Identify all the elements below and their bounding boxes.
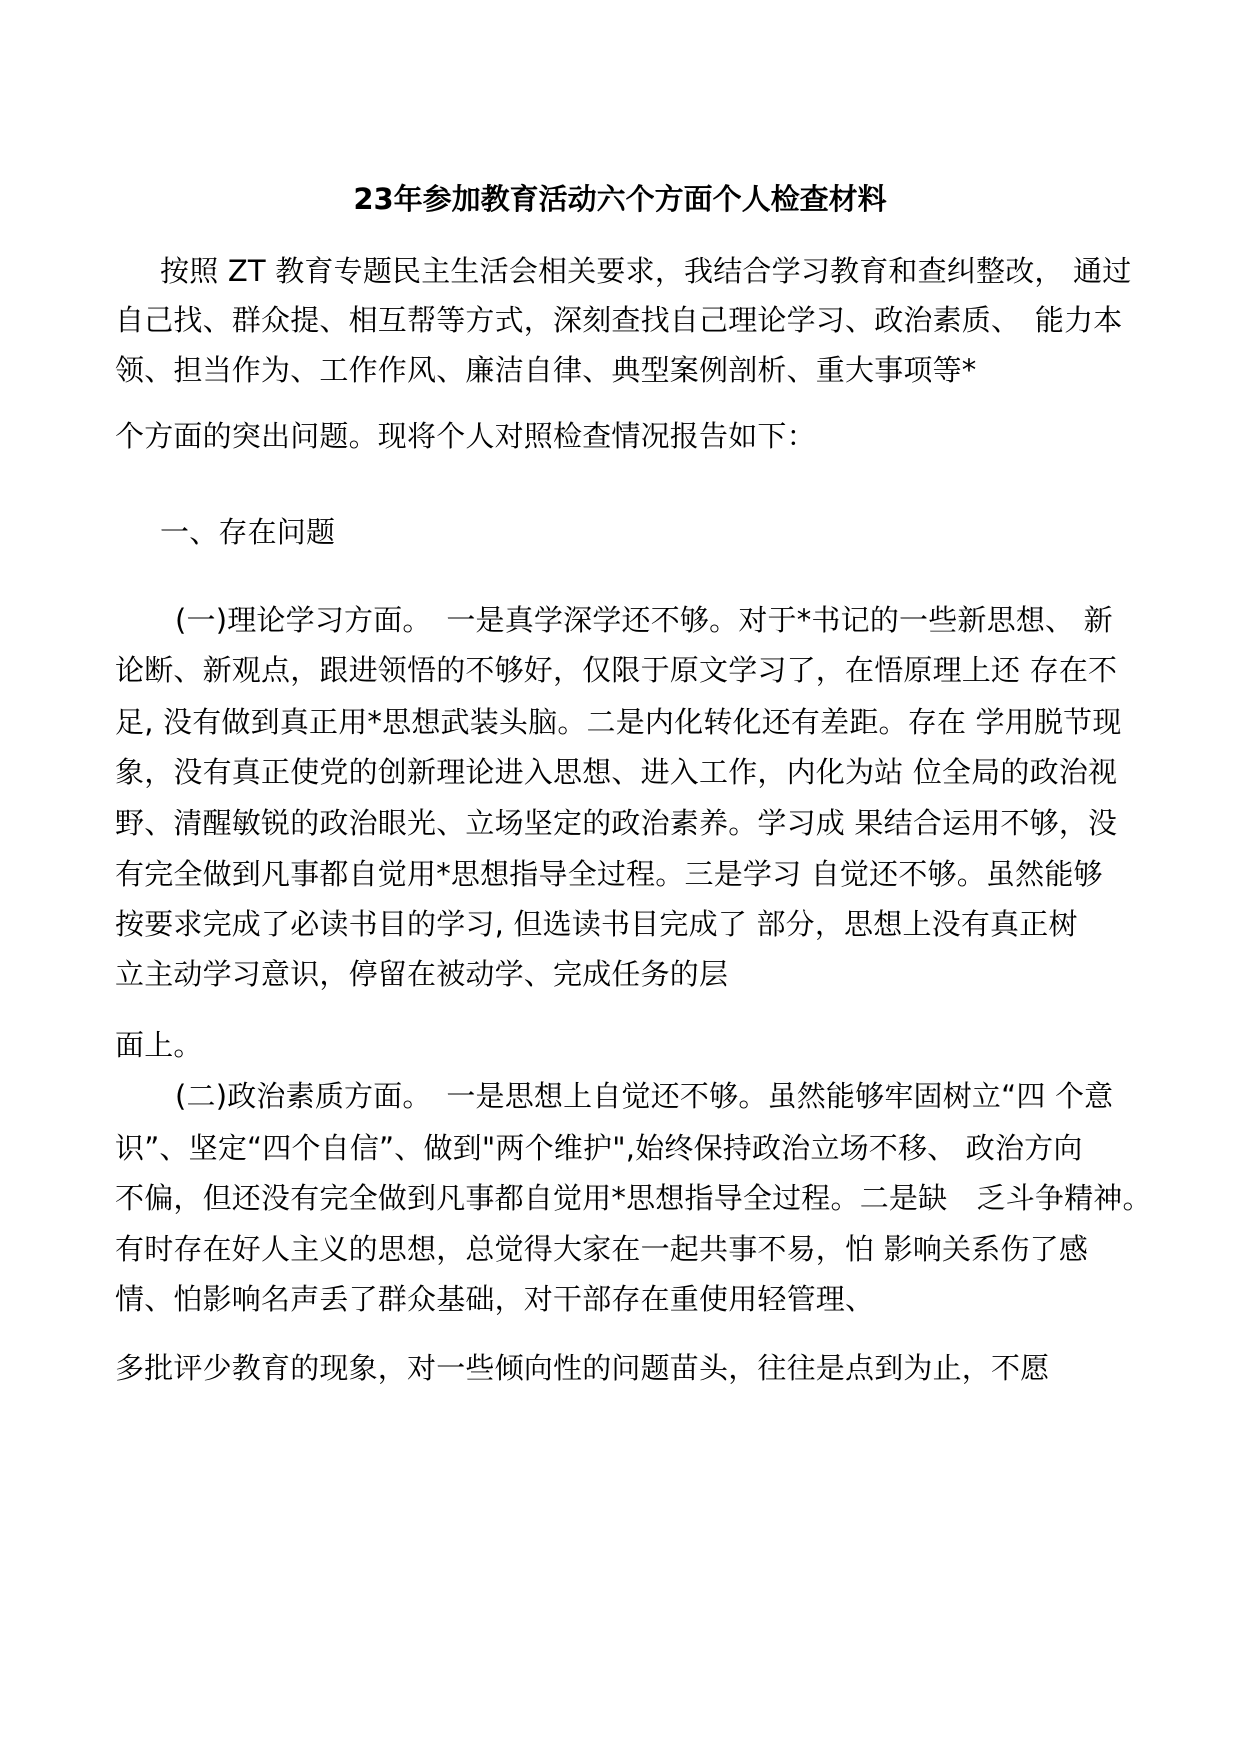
paragraph-line: 领、担当作为、工作作风、廉洁自律、典型案例剖析、重大事项等*: [115, 353, 977, 387]
paragraph-line: 足, 没有做到真正用*思想武装头脑。二是内化转化还有差距。存在 学用脱节现: [115, 705, 1122, 739]
paragraph-line: 按照 ZT 教育专题民主生活会相关要求，我结合学习教育和查纠整改， 通过: [160, 254, 1132, 288]
document-title: 23年参加教育活动六个方面个人检查材料: [353, 182, 887, 216]
paragraph-line: 多批评少教育的现象，对一些倾向性的问题苗头，往往是点到为止，不愿: [115, 1351, 1050, 1385]
paragraph-line: 立主动学习意识，停留在被动学、完成任务的层: [115, 957, 729, 991]
paragraph-line: 个方面的突出问题。现将个人对照检查情况报告如下：: [115, 419, 816, 453]
paragraph-line: 象，没有真正使党的创新理论进入思想、进入工作，内化为站 位全局的政治视: [115, 755, 1118, 789]
paragraph-line: 面上。: [115, 1028, 203, 1062]
paragraph-line: 情、怕影响名声丢了群众基础，对干部存在重使用轻管理、: [115, 1282, 875, 1316]
section-heading: 一、存在问题: [160, 515, 336, 549]
paragraph-line: 不偏，但还没有完全做到凡事都自觉用*思想指导全过程。二是缺 乏斗争精神。: [115, 1181, 1152, 1215]
paragraph-line: 按要求完成了必读书目的学习, 但选读书目完成了 部分，思想上没有真正树: [115, 907, 1078, 941]
paragraph-line: 有时存在好人主义的思想，总觉得大家在一起共事不易，怕 影响关系伤了感: [115, 1232, 1089, 1266]
paragraph-line: 识”、坚定“四个自信”、做到"两个维护",始终保持政治立场不移、 政治方向: [115, 1131, 1083, 1165]
paragraph-line: (一)理论学习方面。 一是真学深学还不够。对于*书记的一些新思想、 新: [175, 603, 1113, 637]
paragraph-line: 论断、新观点，跟进领悟的不够好，仅限于原文学习了，在悟原理上还 存在不: [115, 653, 1118, 687]
paragraph-line: 自己找、群众提、相互帮等方式，深刻查找自己理论学习、政治素质、 能力本: [115, 303, 1123, 337]
paragraph-line: 有完全做到凡事都自觉用*思想指导全过程。三是学习 自觉还不够。虽然能够: [115, 857, 1103, 891]
paragraph-line: (二)政治素质方面。 一是思想上自觉还不够。虽然能够牢固树立“四 个意: [175, 1079, 1114, 1113]
paragraph-line: 野、清醒敏锐的政治眼光、立场坚定的政治素养。学习成 果结合运用不够，没: [115, 806, 1118, 840]
